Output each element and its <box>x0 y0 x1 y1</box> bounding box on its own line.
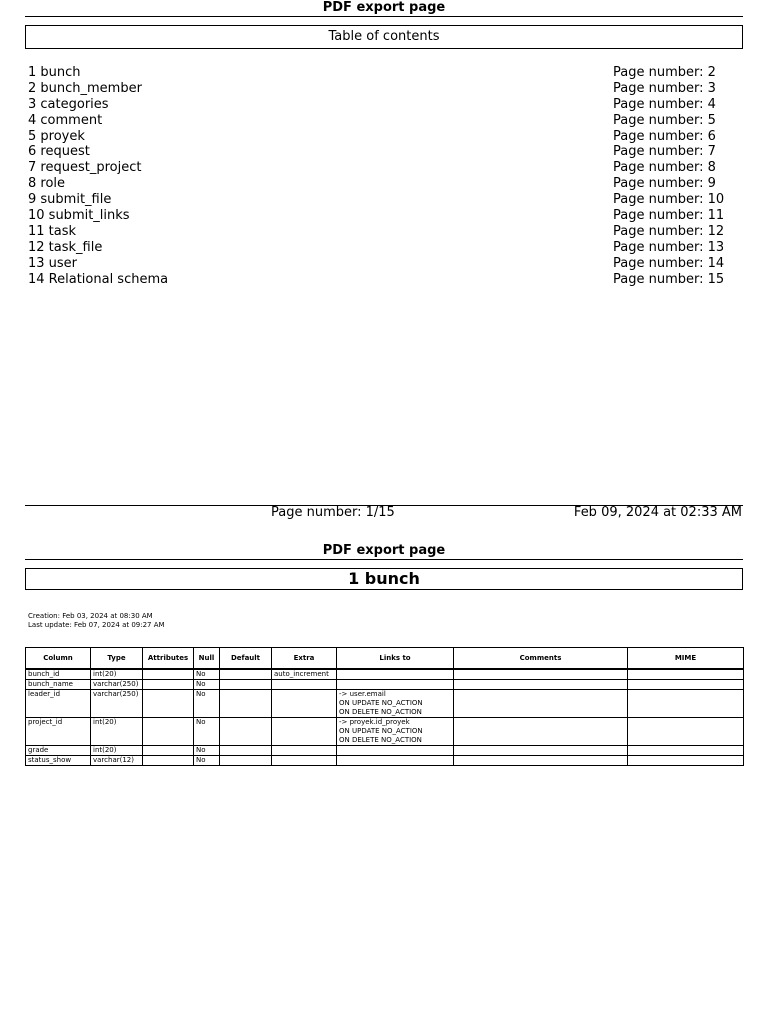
cell-null: No <box>194 680 220 690</box>
cell-mime <box>628 718 744 746</box>
schema-body <box>26 669 744 766</box>
toc-entry-page: Page number: 15 <box>613 271 725 287</box>
cell-attributes <box>143 746 194 756</box>
toc-entry-label: 5 proyek <box>28 128 85 144</box>
toc-entry[interactable] <box>28 97 728 113</box>
cell-mime <box>628 756 744 766</box>
column-header: MIME <box>628 648 744 670</box>
cell-default <box>220 718 272 746</box>
cell-attributes <box>143 680 194 690</box>
link-line: ON DELETE NO_ACTION <box>339 736 422 744</box>
toc-entry-label: 3 categories <box>28 96 109 112</box>
cell-links <box>337 718 454 746</box>
toc-entry-page: Page number: 3 <box>613 80 716 96</box>
column-header: Column <box>26 648 91 670</box>
creation-date: Creation: Feb 03, 2024 at 08:30 AM <box>28 612 153 620</box>
toc-entry-label: 13 user <box>28 255 78 271</box>
toc-entry-page: Page number: 10 <box>613 192 725 208</box>
table-row <box>26 690 744 718</box>
cell-type: varchar(250) <box>91 680 143 690</box>
toc-entry-label: 1 bunch <box>28 65 81 80</box>
toc-entry[interactable] <box>28 224 728 240</box>
toc-entry-page: Page number: 12 <box>613 223 725 239</box>
cell-mime <box>628 746 744 756</box>
toc-entry[interactable] <box>28 65 728 81</box>
toc-entry[interactable] <box>28 176 728 192</box>
toc-entry[interactable] <box>28 192 728 208</box>
toc-entry[interactable] <box>28 272 728 288</box>
header-divider <box>25 559 743 560</box>
schema-table <box>25 647 744 766</box>
toc-entry-page: Page number: 9 <box>613 176 716 192</box>
page-header-title: PDF export page <box>322 0 446 15</box>
toc-entry-label: 2 bunch_member <box>28 80 142 96</box>
toc-heading: Table of contents <box>25 25 743 49</box>
cell-null: No <box>194 669 220 680</box>
toc-entry-label: 6 request <box>28 144 90 160</box>
cell-type: int(20) <box>91 746 143 756</box>
cell-links <box>337 690 454 718</box>
toc-entry[interactable] <box>28 240 728 256</box>
cell-default <box>220 756 272 766</box>
cell-null: No <box>194 746 220 756</box>
schema-header-row <box>26 648 744 670</box>
toc-entry[interactable] <box>28 144 728 160</box>
table-row <box>26 746 744 756</box>
cell-extra <box>272 718 337 746</box>
cell-extra <box>272 746 337 756</box>
cell-comments <box>454 718 628 746</box>
link-line: ON UPDATE NO_ACTION <box>339 727 423 735</box>
cell-mime <box>628 680 744 690</box>
column-header: Extra <box>272 648 337 670</box>
cell-links <box>337 669 454 680</box>
toc-entry-page: Page number: 5 <box>613 112 716 128</box>
table-page <box>0 540 768 1024</box>
cell-default <box>220 746 272 756</box>
toc-entry-label: 7 request_project <box>28 160 142 176</box>
toc-entry-page: Page number: 4 <box>613 96 716 112</box>
cell-attributes <box>143 718 194 746</box>
column-header: Comments <box>454 648 628 670</box>
toc-entry-page: Page number: 2 <box>613 65 716 80</box>
toc-entry[interactable] <box>28 256 728 272</box>
header-divider <box>25 16 743 17</box>
toc-entry-page: Page number: 8 <box>613 160 716 176</box>
link-line: -> proyek.id_proyek <box>339 718 410 726</box>
cell-null: No <box>194 718 220 746</box>
cell-extra <box>272 756 337 766</box>
toc-entry[interactable] <box>28 160 728 176</box>
link-line: ON UPDATE NO_ACTION <box>339 699 423 707</box>
toc-entry-page: Page number: 14 <box>613 255 725 271</box>
cell-type: int(20) <box>91 718 143 746</box>
table-row <box>26 718 744 746</box>
cell-mime <box>628 690 744 718</box>
column-header: Type <box>91 648 143 670</box>
column-header: Default <box>220 648 272 670</box>
toc-entry-page: Page number: 6 <box>613 128 716 144</box>
cell-column: status_show <box>26 756 91 766</box>
table-meta <box>28 612 165 630</box>
cell-comments <box>454 690 628 718</box>
last-update-date: Last update: Feb 07, 2024 at 09:27 AM <box>28 621 165 629</box>
cell-comments <box>454 746 628 756</box>
toc-entry-label: 9 submit_file <box>28 192 112 208</box>
table-title: 1 bunch <box>25 568 743 590</box>
cell-default <box>220 680 272 690</box>
toc-entry-label: 12 task_file <box>28 239 103 255</box>
toc-entry-label: 8 role <box>28 176 66 192</box>
toc-entry-page: Page number: 11 <box>613 208 725 224</box>
link-line: ON DELETE NO_ACTION <box>339 708 422 716</box>
column-header: Attributes <box>143 648 194 670</box>
table-row <box>26 680 744 690</box>
column-header: Null <box>194 648 220 670</box>
cell-type: int(20) <box>91 669 143 680</box>
footer-page-number: Page number: 1/15 <box>271 505 395 520</box>
cell-links <box>337 680 454 690</box>
cell-attributes <box>143 690 194 718</box>
cell-attributes <box>143 669 194 680</box>
page-header-title: PDF export page <box>322 543 446 558</box>
cell-links <box>337 756 454 766</box>
cell-comments <box>454 669 628 680</box>
cell-column: bunch_id <box>26 669 91 680</box>
cell-null: No <box>194 690 220 718</box>
cell-extra: auto_increment <box>272 669 337 680</box>
cell-type: varchar(250) <box>91 690 143 718</box>
cell-column: grade <box>26 746 91 756</box>
cell-default <box>220 669 272 680</box>
table-row <box>26 669 744 680</box>
cell-extra <box>272 690 337 718</box>
cell-mime <box>628 669 744 680</box>
cell-column: bunch_name <box>26 680 91 690</box>
cell-attributes <box>143 756 194 766</box>
cell-column: leader_id <box>26 690 91 718</box>
cell-default <box>220 690 272 718</box>
cell-links <box>337 746 454 756</box>
cell-type: varchar(12) <box>91 756 143 766</box>
toc-entry[interactable] <box>28 129 728 145</box>
cell-comments <box>454 756 628 766</box>
toc-entry[interactable] <box>28 113 728 129</box>
footer-date: Feb 09, 2024 at 02:33 AM <box>573 505 742 520</box>
toc-entry[interactable] <box>28 208 728 224</box>
toc-entry-label: 4 comment <box>28 112 103 128</box>
cell-extra <box>272 680 337 690</box>
table-row <box>26 756 744 766</box>
cell-comments <box>454 680 628 690</box>
cell-column: project_id <box>26 718 91 746</box>
toc-entry-label: 14 Relational schema <box>28 271 169 287</box>
cell-null: No <box>194 756 220 766</box>
toc-list <box>28 65 728 287</box>
toc-entry-page: Page number: 7 <box>613 144 716 160</box>
toc-entry-label: 11 task <box>28 223 77 239</box>
toc-entry-label: 10 submit_links <box>28 208 130 224</box>
toc-entry-page: Page number: 13 <box>613 239 725 255</box>
column-header: Links to <box>337 648 454 670</box>
toc-entry[interactable] <box>28 81 728 97</box>
link-line: -> user.email <box>339 690 386 698</box>
